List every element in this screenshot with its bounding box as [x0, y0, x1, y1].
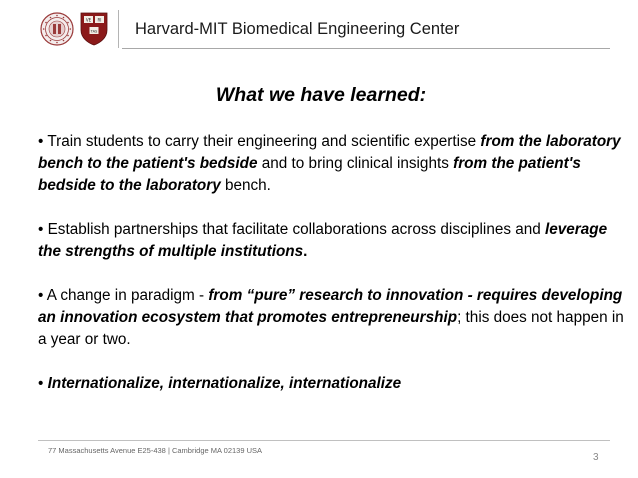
header-divider — [122, 48, 610, 49]
bullet-emphasis: from “pure” research to innovation - requires developing an innovation ecosystem that promotes entrepreneurship — [38, 287, 623, 326]
bullet-list — [38, 131, 628, 417]
bullet-item — [38, 373, 628, 395]
bullet-item — [38, 285, 628, 351]
bullet-emphasis: leverage the strengths of multiple institutions — [38, 221, 608, 260]
bullet-emphasis: from the patient's bedside to the laboratory — [38, 155, 581, 194]
svg-text:VE: VE — [85, 17, 92, 23]
header-title: Harvard-MIT Biomedical Engineering Center — [135, 20, 460, 38]
bullet-text: and to bring clinical insights — [257, 155, 454, 172]
bullet-text: . — [303, 243, 308, 260]
bullet-item — [38, 219, 628, 263]
bullet-emphasis: from the laboratory bench to the patient's bedside — [38, 133, 621, 172]
page-number: 3 — [593, 452, 599, 463]
header-divider-vertical — [118, 10, 119, 48]
slide-header — [0, 0, 638, 50]
bullet-item — [38, 131, 628, 197]
harvard-shield-logo — [80, 12, 108, 46]
svg-text:TAS: TAS — [90, 29, 98, 34]
slide-title: What we have learned: — [215, 84, 427, 106]
footer-divider — [38, 440, 610, 441]
footer-address: 77 Massachusetts Avenue E25-438 | Cambridge MA 02139 USA — [48, 446, 263, 455]
mit-seal-logo — [40, 12, 74, 46]
bullet-text: • Train students to carry their engineering and scientific expertise — [38, 133, 481, 150]
svg-text:RI: RI — [97, 17, 102, 23]
bullet-text: bench. — [220, 177, 271, 194]
bullet-text: • Establish partnerships that facilitate collaborations across disciplines and — [38, 221, 546, 238]
bullet-emphasis: Internationalize, internationalize, internationalize — [47, 375, 402, 392]
bullet-text: • A change in paradigm - — [38, 287, 209, 304]
bullet-text: ; this does not happen in a year or two. — [38, 309, 624, 348]
bullet-text: • — [38, 375, 48, 392]
